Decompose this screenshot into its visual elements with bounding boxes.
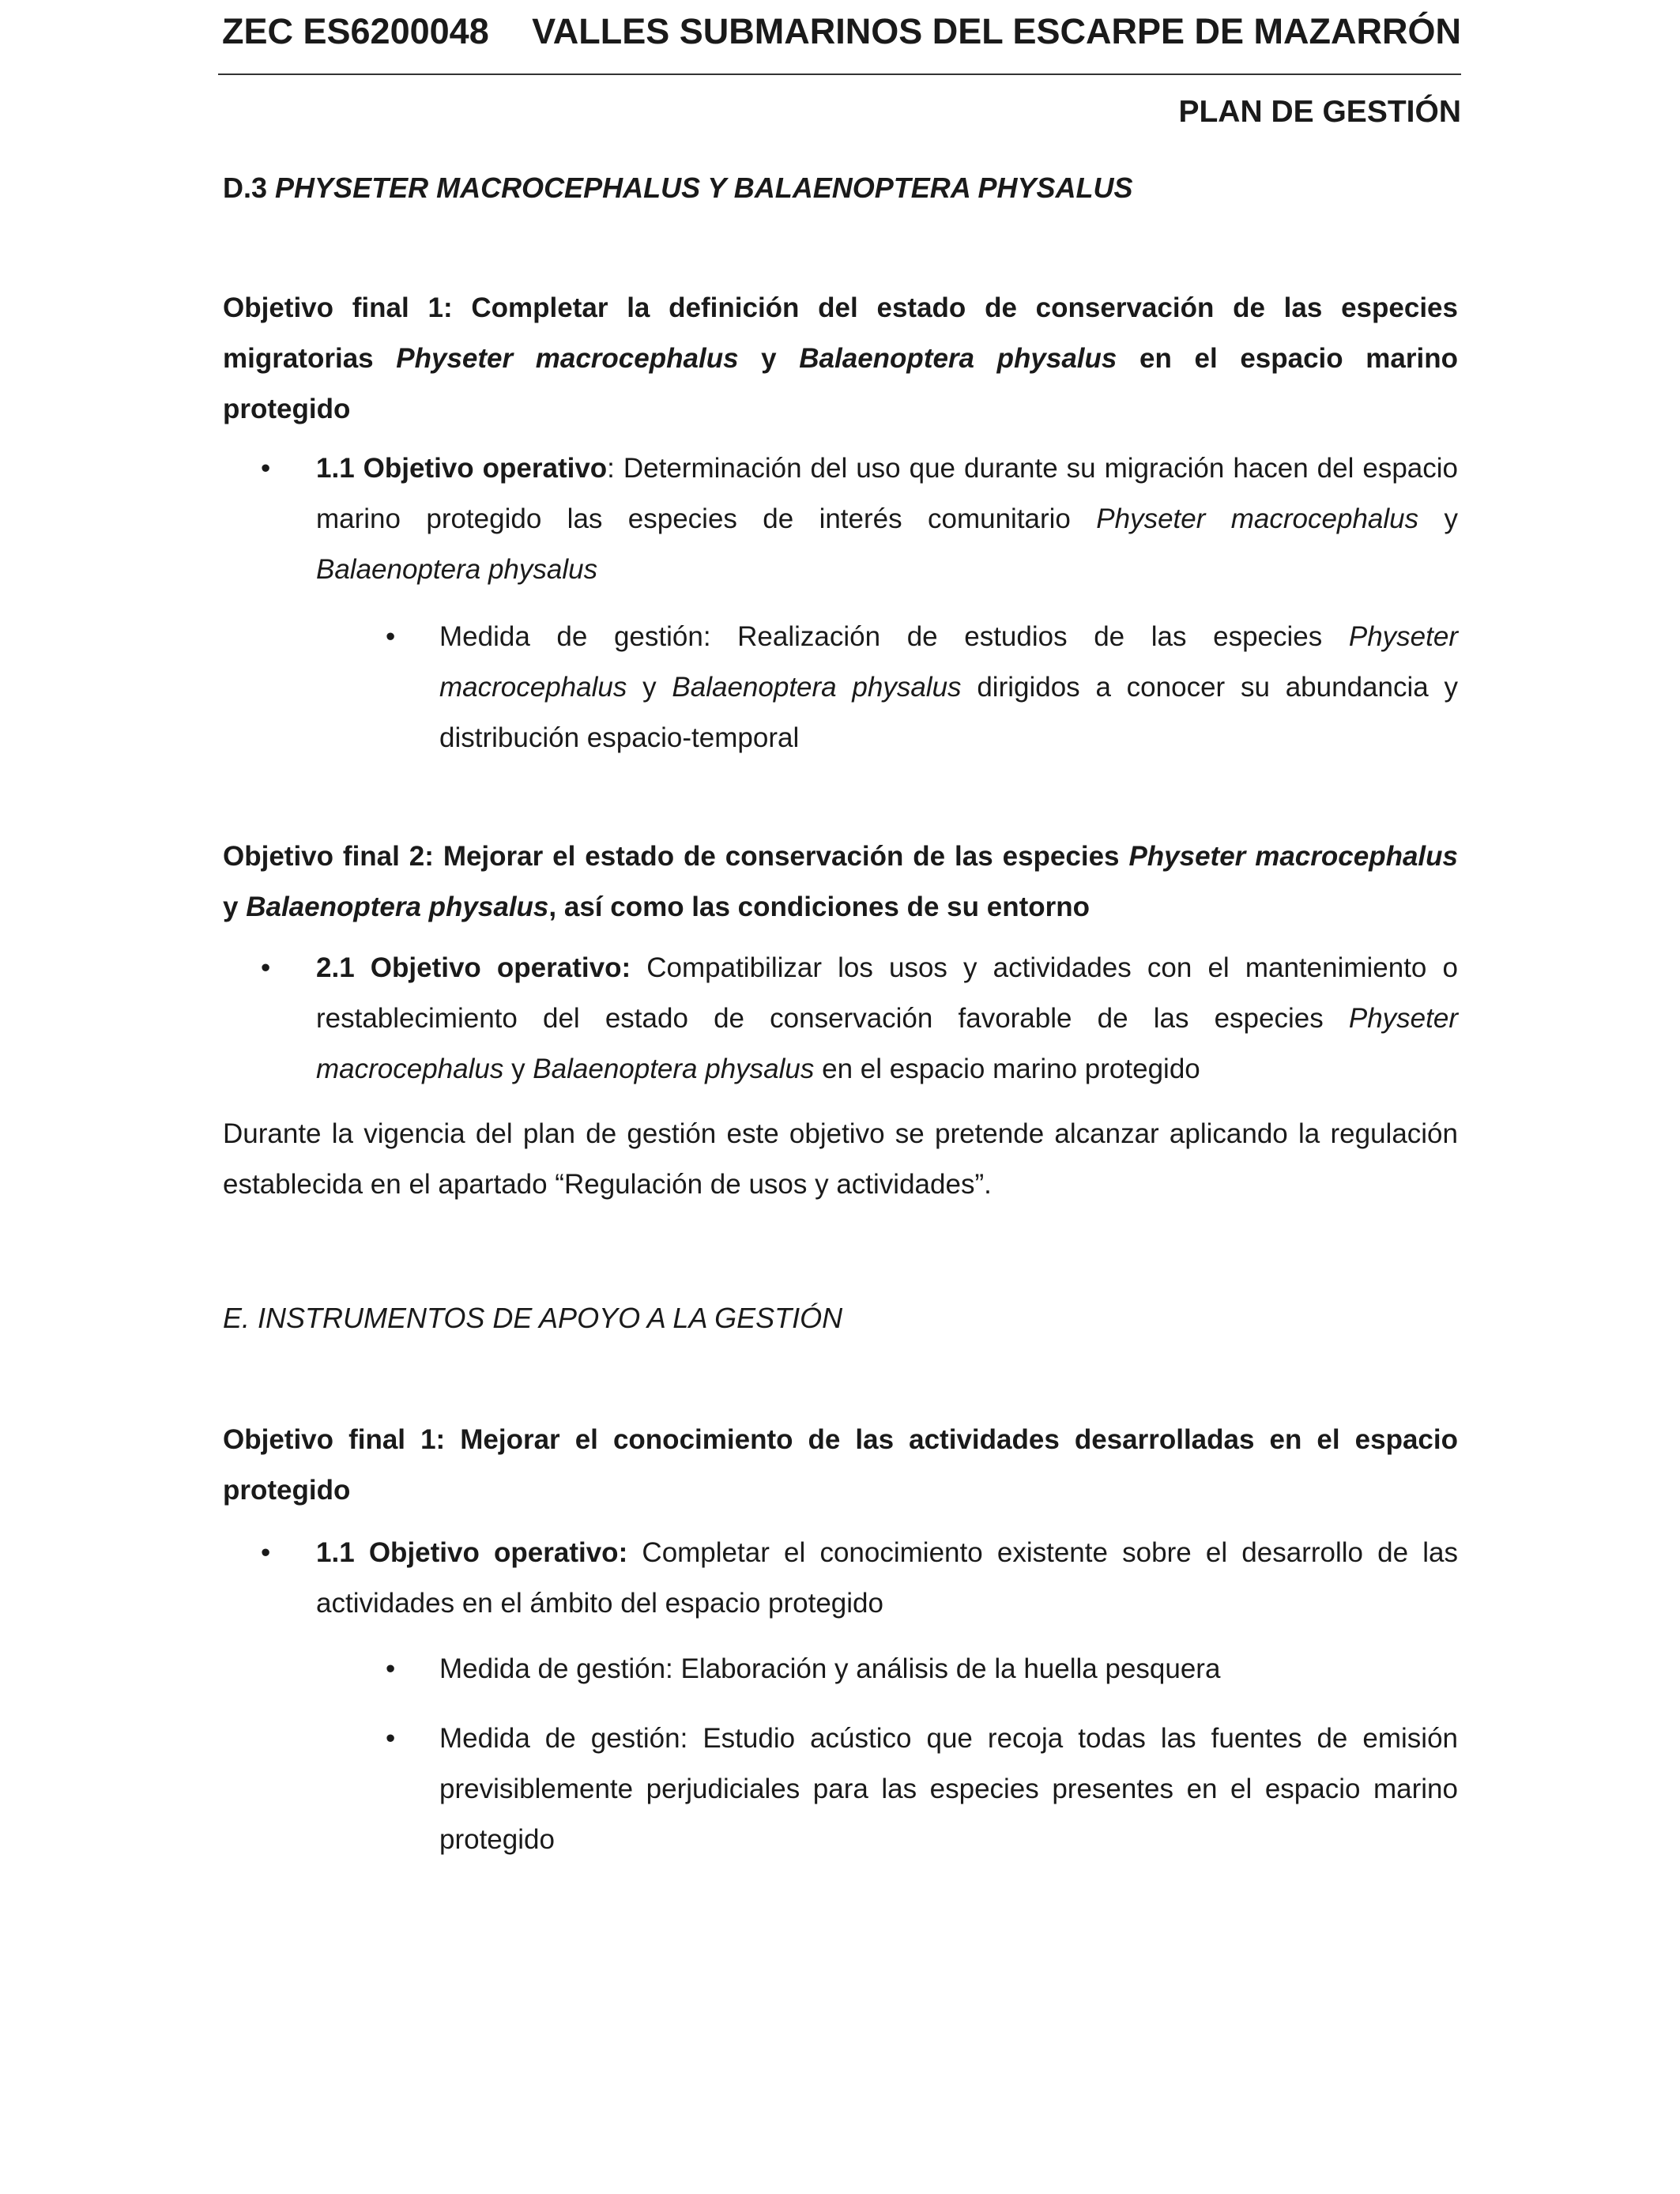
objective-2-note: Durante la vigencia del plan de gestión este objetivo se pretende alcanzar aplicando la regulación establecida en el apartado “Regulación de usos y actividades”.	[223, 1118, 1458, 1200]
operational-objective-2-1	[261, 943, 1458, 1095]
header-title: VALLES SUBMARINOS DEL ESCARPE DE MAZARRÓN	[532, 11, 1461, 51]
bullet-icon: •	[386, 1723, 396, 1754]
section-e-heading	[223, 1302, 842, 1335]
operational-objective-text: Completar el conocimiento existente sobre el desarrollo de las actividades en el ámbito del espacio protegido	[316, 1537, 1459, 1619]
operational-objective-1-1	[261, 443, 1458, 595]
objective-final-2-text: Objetivo final 2: Mejorar el estado de conservación de las especies	[223, 841, 1129, 872]
measure-text: Medida de gestión: Realización de estudios de las especies	[439, 621, 1349, 652]
operational-objective-e-1-1	[261, 1528, 1459, 1629]
species-physeter: Physeter macrocephalus	[1128, 841, 1458, 872]
bullet-icon: •	[386, 621, 396, 652]
objective-final-e-1: Objetivo final 1: Mejorar el conocimiento de las actividades desarrolladas en el espacio protegido	[223, 1424, 1458, 1506]
conjunction: y	[1418, 503, 1458, 534]
species-physeter: Physeter macrocephalus	[396, 343, 739, 374]
management-measure-fishing-footprint	[386, 1644, 1458, 1695]
management-measure-acoustic-study	[386, 1713, 1458, 1865]
operational-objective-2-1-content	[316, 952, 1458, 1084]
species-balaenoptera: Balaenoptera physalus	[246, 892, 549, 922]
operational-objective-label: 1.1 Objetivo operativo:	[316, 1537, 628, 1568]
operational-objective-text-end: en el espacio marino protegido	[814, 1054, 1200, 1084]
species-physeter: Physeter macrocephalus	[316, 1003, 1458, 1084]
species-balaenoptera: Balaenoptera physalus	[316, 554, 598, 585]
section-d3-title: PHYSETER MACROCEPHALUS Y BALAENOPTERA PHYSALUS	[275, 172, 1133, 204]
header-divider	[218, 74, 1461, 75]
conjunction: y	[223, 892, 247, 922]
species-physeter: Physeter macrocephalus	[1096, 503, 1419, 534]
bullet-icon: •	[261, 952, 271, 983]
measure-text: Medida de gestión: Estudio acústico que recoja todas las fuentes de emisión previsiblemente perjudiciales para las especies presentes en el espacio marino protegido	[439, 1723, 1458, 1855]
management-measure-species-study	[386, 612, 1458, 763]
header-code: ZEC ES6200048	[222, 11, 489, 51]
objective-final-1-text-end: en el espacio marino protegido	[223, 343, 1458, 424]
header-subtitle: PLAN DE GESTIÓN	[1178, 95, 1461, 129]
operational-objective-text: Compatibilizar los usos y actividades con el mantenimiento o restablecimiento del estado de conservación favorable de las especies	[316, 952, 1458, 1034]
species-balaenoptera: Balaenoptera physalus	[672, 672, 962, 703]
objective-final-2-text-end: , así como las condiciones de su entorno	[548, 892, 1090, 922]
operational-objective-text: : Determinación del uso que durante su migración hacen del espacio marino protegido las especies de interés comunitario	[316, 453, 1458, 534]
objective-final-1-text: Objetivo final 1: Completar la definición del estado de conservación de las especies migratorias	[223, 292, 1458, 374]
measure-text: Medida de gestión: Elaboración y análisis de la huella pesquera	[439, 1653, 1221, 1684]
objective-final-1	[223, 283, 1458, 435]
section-d3-heading	[223, 172, 1133, 205]
operational-objective-e-1-1-content	[316, 1537, 1458, 1619]
measure-text-end: dirigidos a conocer su abundancia y distribución espacio-temporal	[439, 672, 1458, 753]
operational-objective-label: 2.1 Objetivo operativo:	[316, 952, 631, 983]
bullet-icon: •	[261, 1537, 271, 1568]
section-e-title: E. INSTRUMENTOS DE APOYO A LA GESTIÓN	[223, 1302, 843, 1334]
section-d3-prefix: D.3	[223, 172, 276, 204]
species-physeter: Physeter macrocephalus	[439, 621, 1458, 703]
conjunction: y	[627, 672, 672, 703]
objective-final-2	[223, 831, 1458, 933]
bullet-icon: •	[261, 453, 271, 484]
conjunction: y	[738, 343, 800, 374]
bullet-icon: •	[386, 1653, 396, 1684]
species-balaenoptera: Balaenoptera physalus	[799, 343, 1117, 374]
operational-objective-1-1-content	[316, 453, 1458, 585]
species-balaenoptera: Balaenoptera physalus	[533, 1054, 815, 1084]
conjunction: y	[503, 1054, 533, 1084]
operational-objective-label: 1.1 Objetivo operativo	[316, 453, 608, 484]
